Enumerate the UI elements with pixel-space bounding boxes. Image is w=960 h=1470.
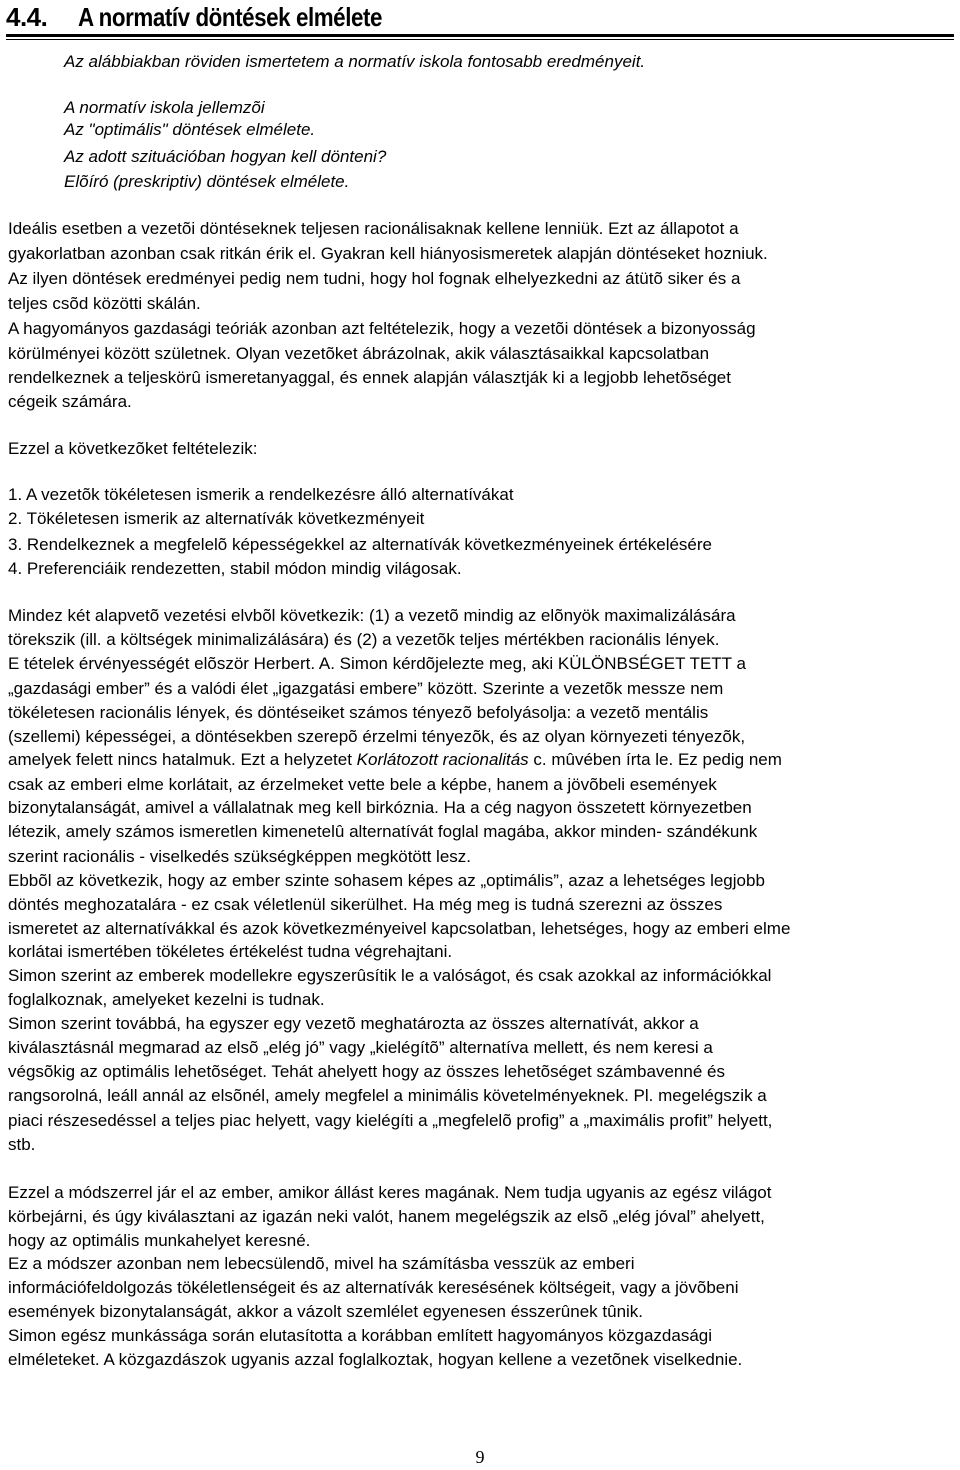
school-line: Az "optimális" döntések elmélete. xyxy=(64,120,316,139)
body-line: elméleteket. A közgazdászok ugyanis azzal foglalkoztak, hogyan kellene a vezetõnek viselkednie. xyxy=(8,1350,743,1369)
body-line: létezik, amely számos ismeretlen kimenetelû alternatívát foglal magába, akkor minden- szándékunk xyxy=(8,822,758,841)
body-line: Ez a módszer azonban nem lebecsülendõ, mivel ha számításba vesszük az emberi xyxy=(8,1254,635,1273)
body-line: stb. xyxy=(8,1135,36,1154)
assumption-item: 1. A vezetõk tökéletesen ismerik a rendelkezésre álló alternatívákat xyxy=(8,485,514,504)
body-line: Simon szerint továbbá, ha egyszer egy vezetõ meghatározta az összes alternatívát, akkor a xyxy=(8,1014,699,1033)
school-line: Elõíró (preskriptiv) döntések elmélete. xyxy=(64,172,350,191)
body-line: korlátai ismertében tökéletes értékelést tudna végrehajtani. xyxy=(8,942,453,961)
body-line: események bizonytalanságát, akkor a vázolt szemlélet egyenesen ésszerûnek tûnik. xyxy=(8,1302,644,1321)
body-line: ismeretet az alternatívákkal és azok következményeivel kapcsolatban, lehetséges, hogy az emberi elme xyxy=(8,919,791,938)
assumption-item: 4. Preferenciáik rendezetten, stabil módon mindig világosak. xyxy=(8,559,462,578)
section-heading xyxy=(6,0,954,37)
body-line: döntés meghozatalára - ez csak véletlenül sikerülhet. Ha még meg is tudná szerezni az összes xyxy=(8,895,723,914)
school-line: A normatív iskola jellemzõi xyxy=(64,98,265,117)
body-line: Az ilyen döntések eredményei pedig nem tudni, hogy hol fognak elhelyezkedni az átütõ siker és a xyxy=(8,269,741,288)
body-line: (szellemi) képességei, a döntésekben szerepõ érzelmi tényezõk, és az olyan környezeti tényezõk, xyxy=(8,727,746,746)
section-title: A normatív döntések elmélete xyxy=(78,1,383,32)
body-line: Ideális esetben a vezetõi döntéseknek teljesen racionálisaknak kellene lenniük. Ezt az állapotot a xyxy=(8,219,739,238)
section-number: 4.4. xyxy=(6,1,48,32)
body-line: foglalkoznak, amelyeket kezelni is tudnak. xyxy=(8,990,325,1009)
body-line: Simon egész munkássága során elutasította a korábban említett hagyományos közgazdasági xyxy=(8,1326,713,1345)
body-line: Ezzel a módszerrel jár el az ember, amikor állást keres magának. Nem tudja ugyanis az egész világot xyxy=(8,1183,772,1202)
body-line: cégeik számára. xyxy=(8,392,132,411)
body-line: „gazdasági ember” és a valódi élet „igazgatási embere” között. Szerinte a vezetõk messze nem xyxy=(8,679,724,698)
body-line: rangsorolná, leáll annál az elsõnél, amely megfelel a minimális követelményeknek. Pl. megelégszik a xyxy=(8,1086,767,1105)
body-line: csak az emberi elme korlátait, az érzelmeket vette bele a képbe, hanem a jövõbeli események xyxy=(8,775,717,794)
body-line: kiválasztásnál megmarad az elsõ „elég jó” vagy „kielégítõ” alternatíva mellett, és nem keresi a xyxy=(8,1038,713,1057)
assumption-item: 3. Rendelkeznek a megfelelõ képességekkel az alternatívák következményeinek értékelésére xyxy=(8,535,713,554)
body-line: körbejárni, és úgy kiválasztani az igazán neki valót, hanem megelégszik az elsõ „elég jóval” ahelyett, xyxy=(8,1207,765,1226)
body-line: hogy az optimális munkahelyet keresné. xyxy=(8,1231,311,1250)
body-line: Mindez két alapvetõ vezetési elvbõl következik: (1) a vezetõ mindig az elõnyök maximalizálására xyxy=(8,606,736,625)
body-text: amelyek felett nincs hatalmuk. Ezt a helyzetet xyxy=(8,750,357,769)
body-line: szerint racionális - viselkedés szükségképpen megkötött lesz. xyxy=(8,847,471,866)
body-line: információfeldolgozás tökéletlenségeit és az alternatívák keresésének költségeit, vagy a jövõbeni xyxy=(8,1278,739,1297)
body-line: gyakorlatban azonban csak ritkán érik el. Gyakran kell hiányosismeretek alapján döntéseket hozniuk. xyxy=(8,244,768,263)
body-line: rendelkeznek a teljeskörû ismeretanyaggal, és ennek alapján választják ki a legjobb lehetõséget xyxy=(8,368,731,387)
body-line: Ebbõl az következik, hogy az ember szinte sohasem képes az „optimális”, azaz a lehetséges legjobb xyxy=(8,871,765,890)
book-title: Korlátozott racionalitás xyxy=(356,750,529,769)
body-line: tökéletesen racionális lények, és döntéseiket számos tényezõ befolyásolja: a vezetõ mentális xyxy=(8,703,709,722)
intro-text: Az alábbiakban röviden ismertetem a normatív iskola fontosabb eredményeit. xyxy=(64,52,646,71)
assumption-item: 2. Tökéletesen ismerik az alternatívák következményeit xyxy=(8,509,425,528)
body-line: törekszik (ill. a költségek minimalizálására) és (2) a vezetõk teljes mértékben racionális lények. xyxy=(8,630,720,649)
body-line: végsõkig az optimális lehetõséget. Tehát ahelyett hogy az összes lehetõséget számbavenné és xyxy=(8,1062,725,1081)
heading-divider xyxy=(6,39,954,40)
body-line: Simon szerint az emberek modellekre egyszerûsítik le a valóságot, és csak azokkal az információkkal xyxy=(8,966,772,985)
assumptions-intro: Ezzel a következõket feltételezik: xyxy=(8,439,258,458)
body-line: körülményei között születnek. Olyan vezetõket ábrázolnak, akik választásaikkal kapcsolatban xyxy=(8,344,710,363)
body-line: piaci részesedéssel a teljes piac helyett, vagy kielégíti a „megfelelõ profig” a „maximális profit” helyett, xyxy=(8,1111,773,1130)
body-line xyxy=(8,749,782,771)
body-line: A hagyományos gazdasági teóriák azonban azt feltételezik, hogy a vezetõi döntések a bizonyosság xyxy=(8,319,756,338)
page-number: 9 xyxy=(475,1447,485,1467)
body-line: bizonytalanságát, amivel a vállalatnak meg kell birkóznia. Ha a cég nagyon összetett környezetben xyxy=(8,798,752,817)
body-text: c. mûvében írta le. Ez pedig nem xyxy=(528,750,782,769)
school-line: Az adott szituációban hogyan kell dönteni? xyxy=(64,147,387,166)
body-line: teljes csõd közötti skálán. xyxy=(8,294,201,313)
body-line: E tételek érvényességét elõször Herbert. A. Simon kérdõjelezte meg, aki KÜLÖNBSÉGET TETT a xyxy=(8,654,746,673)
